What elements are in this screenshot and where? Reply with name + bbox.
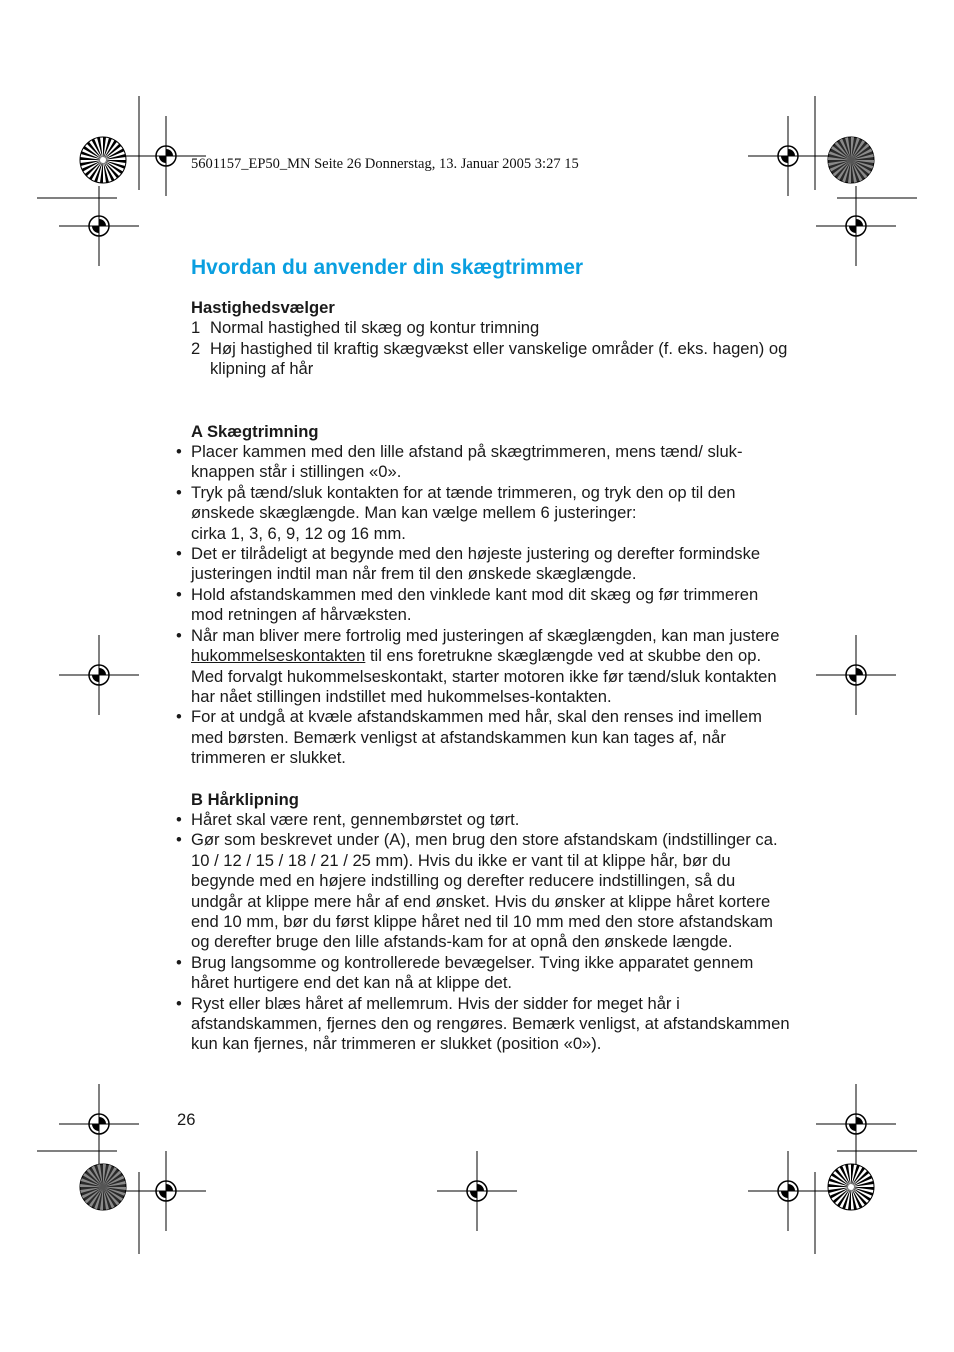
target-quadrant	[788, 1184, 795, 1191]
speed-list	[191, 318, 791, 379]
item-text: Hold afstandskammen med den vinklede kant mod dit skæg og før trimmeren mod retningen af hårvæksten.	[191, 584, 759, 625]
item-text: Normal hastighed til skæg og kontur trimning	[210, 318, 540, 338]
bullet-glyph: •	[176, 584, 182, 604]
item-text-rest: til ens foretrukne skæglængde ved at skubbe den op. Med forvalgt hukommelseskontakt, starter motoren ikke før tænd/sluk kontakten har nået stillingen indstillet med hukommelses-kontakten.	[191, 646, 777, 706]
section-b-list	[176, 809, 791, 1055]
target-quadrant	[99, 668, 106, 675]
target-quadrant	[477, 1184, 484, 1191]
item-number: 2	[191, 338, 201, 358]
item-text: Ryst eller blæs håret af mellemrum. Hvis der sidder for meget hår i afstandskammen, fjernes den og rengøres. Bemærk venligst, at afstandskammen kun kan fjernes, når trimmeren er slukket (position «0»).	[191, 993, 790, 1054]
item-text: Gør som beskrevet under (A), men brug den store afstandskam (indstillinger ca. 10 / 12 / 15 / 18 / 21 / 25 mm). Hvis du ikke er vant til at klippe hår, bør du begynde med en højere indstilling og derefter reducere indstillingen, så du undgår at klippe mere hår af end ønsket. Hvis du ønsker at klippe håret kortere end 10 mm, bør du først klippe håret ned til 10 mm med den store afstandskam og derefter bruge den lille afstands-kam for at opnå den ønskede længde.	[191, 830, 778, 952]
list-item	[176, 482, 791, 544]
item-text: Tryk på tænd/sluk kontakten for at tænde trimmeren, og tryk den op til den ønskede skæglængde. Man kan vælge mellem 6 justeringer:	[191, 482, 736, 523]
target-quadrant	[849, 1124, 856, 1131]
item-text: Brug langsomme og kontrollerede bevægelser. Tving ikke apparatet gennem håret hurtigere end det kan nå at klippe det.	[191, 952, 754, 993]
starburst-center	[848, 157, 854, 163]
target-quadrant	[159, 156, 166, 163]
target-quadrant	[856, 668, 863, 675]
list-item	[176, 993, 791, 1055]
main-content	[176, 298, 791, 1055]
bullet-glyph: •	[176, 952, 182, 972]
item-text: Det er tilrådeligt at begynde med den højeste justering og derefter formindske justeringen indtil man når frem til den ønskede skæglængde.	[191, 544, 761, 584]
target-quadrant	[99, 1117, 106, 1124]
item-text-extra: cirka 1, 3, 6, 9, 12 og 16 mm.	[191, 523, 406, 543]
target-quadrant	[856, 1117, 863, 1124]
list-item	[176, 952, 791, 994]
target-quadrant	[166, 149, 173, 156]
target-quadrant	[92, 675, 99, 682]
bullet-glyph: •	[176, 809, 182, 829]
target-quadrant	[159, 1191, 166, 1198]
target-quadrant	[781, 1191, 788, 1198]
bullet-glyph: •	[176, 707, 182, 727]
target-quadrant	[92, 1124, 99, 1131]
list-item	[176, 809, 791, 830]
target-quadrant	[849, 226, 856, 233]
starburst-center	[100, 1184, 106, 1190]
bullet-glyph: •	[176, 993, 182, 1013]
spacer	[191, 380, 791, 422]
list-item	[176, 442, 791, 483]
target-quadrant	[166, 1184, 173, 1191]
starburst-center	[100, 157, 106, 163]
list-item	[191, 318, 791, 338]
target-quadrant	[788, 149, 795, 156]
target-quadrant	[856, 219, 863, 226]
bullet-glyph: •	[176, 544, 182, 564]
item-text: Håret skal være rent, gennembørstet og tørt.	[191, 809, 520, 829]
item-text: Placer kammen med den lille afstand på skægtrimmeren, mens tænd/ sluk-knappen står i stillingen «0».	[191, 442, 743, 482]
list-item	[191, 339, 791, 380]
list-item	[176, 707, 791, 768]
print-slug-line: 5601157_EP50_MN Seite 26 Donnerstag, 13. Januar 2005 3:27 15	[191, 156, 579, 172]
list-item	[176, 625, 791, 708]
section-b-heading: B Hårklipning	[191, 789, 299, 809]
page-title: Hvordan du anvender din skægtrimmer	[191, 256, 584, 279]
page-number: 26	[177, 1110, 196, 1129]
spacer	[191, 769, 791, 790]
target-quadrant	[92, 226, 99, 233]
list-item	[176, 544, 791, 585]
item-number: 1	[191, 318, 201, 338]
item-text: Høj hastighed til kraftig skægvækst eller vanskelige områder (f. eks. hagen) og klipning af hår	[210, 338, 788, 379]
list-item	[176, 584, 791, 626]
speed-heading: Hastighedsvælger	[191, 298, 335, 317]
item-text: For at undgå at kvæle afstandskammen med hår, skal den renses ind imellem med børsten. Bemærk venligst at afstandskammen kun kan tages af, når trimmeren er slukket.	[191, 707, 762, 768]
bullet-glyph: •	[176, 625, 182, 645]
item-text: Når man bliver mere fortrolig med justeringen af skæglængden, kan man justere	[191, 625, 780, 645]
bullet-glyph: •	[176, 482, 182, 502]
starburst-center	[848, 1184, 854, 1190]
bullet-glyph: •	[176, 442, 182, 462]
section-a-list	[176, 442, 791, 769]
list-item	[176, 830, 791, 952]
target-quadrant	[470, 1191, 477, 1198]
bullet-glyph: •	[176, 830, 182, 850]
target-quadrant	[849, 675, 856, 682]
underlined-term: hukommelseskontakten	[191, 646, 366, 666]
section-a-heading: A Skægtrimning	[191, 421, 319, 441]
target-quadrant	[781, 156, 788, 163]
target-quadrant	[99, 219, 106, 226]
